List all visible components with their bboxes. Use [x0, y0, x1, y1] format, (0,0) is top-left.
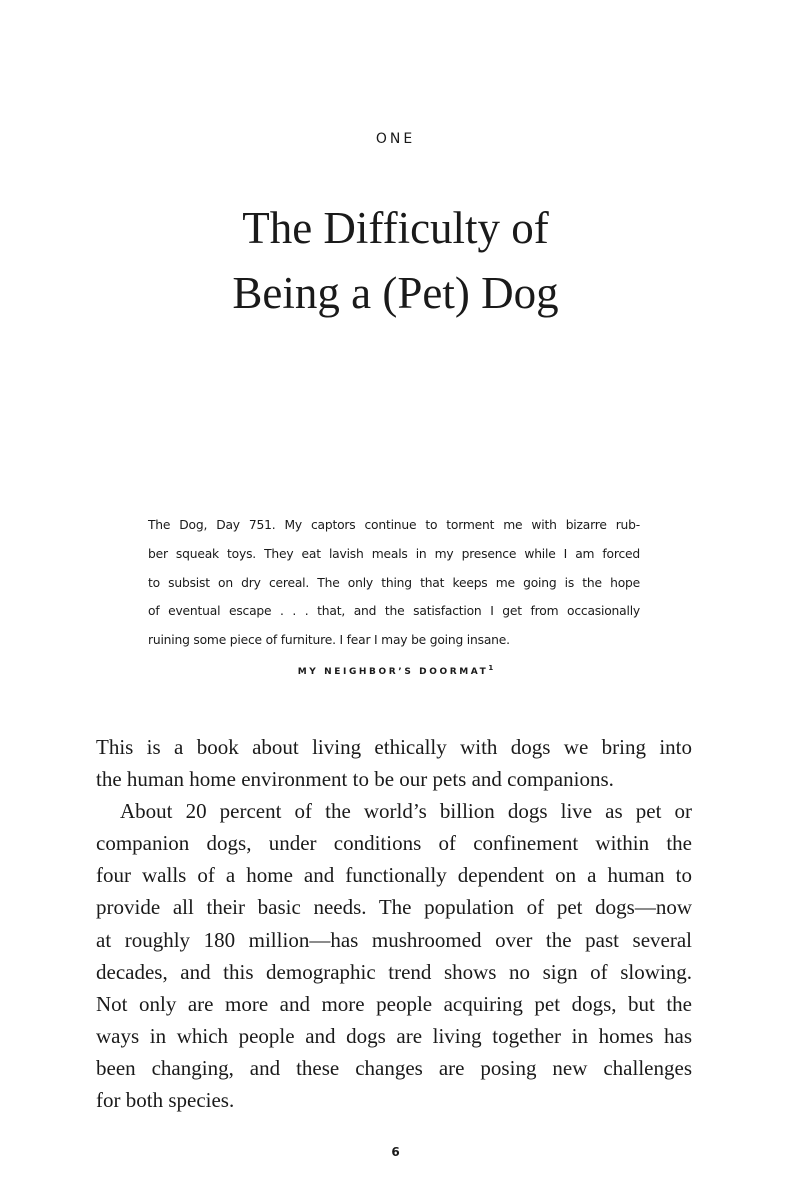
body-line: been changing, and these changes are posing new challenges — [96, 1056, 692, 1080]
page-number: 6 — [391, 1145, 400, 1159]
body-line: About 20 percent of the world’s billion dogs live as pet or — [120, 799, 692, 823]
body-line: for both species. — [96, 1088, 235, 1112]
epigraph-line: to subsist on dry cereal. The only thing that keeps me going is the hope — [148, 576, 640, 590]
epigraph-attribution — [0, 664, 791, 677]
body-line: four walls of a home and functionally dependent on a human to — [96, 863, 692, 887]
body-line: at roughly 180 million—has mushroomed over the past several — [96, 928, 692, 952]
epigraph-line: ruining some piece of furniture. I fear I may be going insane. — [148, 633, 510, 647]
chapter-title-line: Being a (Pet) Dog — [232, 268, 559, 318]
body-line: ways in which people and dogs are living together in homes has — [96, 1024, 692, 1048]
epigraph-line: ber squeak toys. They eat lavish meals in my presence while I am forced — [148, 547, 640, 561]
body-line: companion dogs, under conditions of confinement within the — [96, 831, 692, 855]
body-line: the human home environment to be our pets and companions. — [96, 767, 614, 791]
epigraph-line: The Dog, Day 751. My captors continue to torment me with bizarre rub- — [148, 518, 640, 532]
body-line: Not only are more and more people acquiring pet dogs, but the — [96, 992, 692, 1016]
chapter-title-line: The Difficulty of — [242, 203, 549, 253]
attribution-text: MY NEIGHBOR’S DOORMAT — [297, 667, 489, 677]
body-line: This is a book about living ethically with dogs we bring into — [96, 735, 692, 759]
body-line: provide all their basic needs. The population of pet dogs—now — [96, 895, 692, 919]
footnote-marker[interactable]: 1 — [488, 664, 494, 672]
chapter-number: ONE — [375, 131, 416, 147]
body-line: decades, and this demographic trend shows no sign of slowing. — [96, 960, 692, 984]
epigraph-line: of eventual escape . . . that, and the satisfaction I get from occasionally — [148, 604, 640, 618]
